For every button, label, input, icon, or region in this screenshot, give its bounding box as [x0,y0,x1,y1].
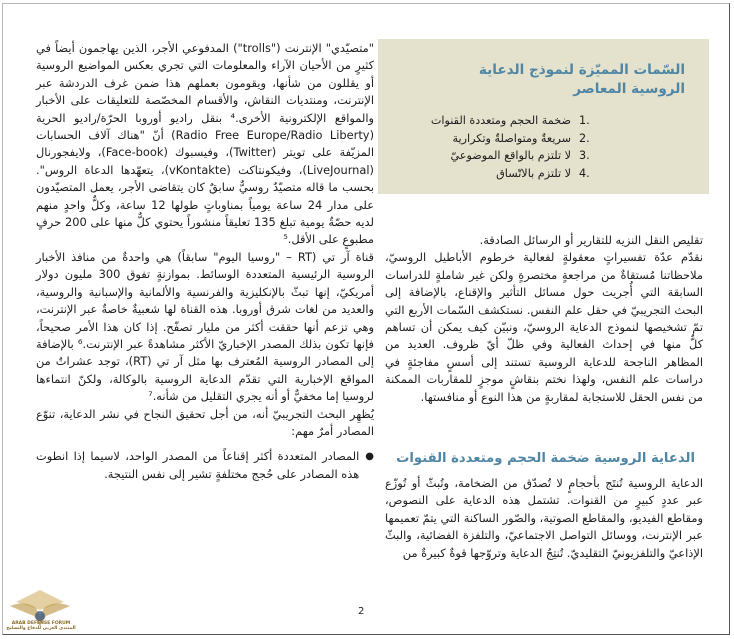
right-paragraph-1: تقليص النقل النزيه للتقارير أو الرسائل الصادقة. [479,233,703,247]
list-item: 1. ضخمة الحجم ومتعددة القنوات [430,114,590,127]
section-paragraph: الدعاية الروسية تُنتَج بأحجامٍ لا تُصدّق من الضخامة، وتُبثّ أو تُوزّع عبر عددٍ كبيرٍ من القنوات. تشتمل هذه الدعاية على النصوص، ومقاطع الفيديو، والمقاطع الصوتية، والصّور الساكنة التي يتمّ تعميمها عبر الإنترنت، ووسائل التواصل الاجتماعيّ، والتلفزة الفضائية، والبثّ الإذاعيّ والتلفزيونيّ التقليديّ. تُنتِجُ الدعاية وتروّجها قوةٌ كبيرةٌ من [385,476,703,560]
right-paragraph-2: نقدّم عدّة تفسيراتٍ معقولةٍ لفعالية خرطوم الأباطيل الروسيّ، ملاحظاتنا مُستقاةٌ من مراجعةٍ مختصرةٍ ولكن غير شاملةٍ للدراسات السابقة التي أُجريت حول مسائل التأثير والإقناع، بالإضافة إلى البحث التجريبيّ في حقل علم النفس. نستكشف السّمات الأربع التي تمّ تشخيصها لنموذج الدعاية الروسيّ، ونبيّن كيف يمكن أن تساهم كلٌّ منها في إحداث الفعالية وفي ظلّ أيّ ظروف. العديد من المظاهر الناجحة للدعاية الروسية تستند إلى أسسٍ مفاجئةٍ في دراسات علم النفس، ولهذا نختم بنقاشٍ موجزٍ للمقاربات الممكنة من نفس الحقل للاستجابة لمقاربةٍ من هذا النوع أو منافستها. [385,250,703,404]
list-item: 2. سريعةٌ ومتواصلةٌ وتكرارية [452,131,590,145]
left-paragraph-3: يُظهِر البحث التجريبيّ أنه، من أجل تحقيق النجاح في نشر الدعاية، تنوّع المصادر أمرٌ مهم: [36,406,374,438]
right-column-section [385,475,703,562]
left-column [36,40,374,483]
left-paragraph-2: قناة آر تي (RT – "روسيا اليوم" سابقاً) هي واحدةٌ من منافذ الأخبار الروسية الرئيسية المتعددة الوسائط. بموازنةٍ تفوق 300 مليون دولار أمريكيّ، إنها تبثّ بالإنكليزية والفرنسية والألمانية والإسبانية والروسية، والعديد من لغات شرق أوروبا. هذه القناة لها شعبيةٌ خاصةٌ عبر الإنترنت، وهي تزعم أنها حققت أكثر من مليار تصفّح. إذا كان هذا الأمر صحيحاً، فإنها تكون بذلك المصدر الإخباريّ الأكثر مشاهدةً عبر الإنترنت.⁶ بالإضافة إلى المصادر الروسية المُعترف بها مثل آر تي (RT)، توجد عشراتٌ من المواقع الإخبارية التي تقدّم الدعاية الروسية بالوكالة، ولكنّ انتماءها لروسيا إما مخفيٌّ أو أنه يجري التقليل من شأنه.⁷ [36,249,375,404]
bullet-text: المصادر المتعددة أكثر إقناعاً من المصدر الواحد، لاسيما إذا انطوت هذه المصادر على حُجج مختلفةٍ تشير إلى نفس النتيجة. [36,449,360,481]
list-item: 3. لا تلتزم بالواقع الموضوعيّ [450,149,590,162]
left-paragraph-1: "متصيّدي" الإنترنت ("trolls") المدفوعي الأجر، الذين يهاجمون أيضاً في كثيرٍ من الأحيان الآراء والمعلومات التي تجري بعكس المواضيع الروسية أو يقللون من شأنها، ويقومون بعملهم هذا ضمن غرف الدردشة عبر الإنترنت، ومنتديات النقاش، والأقسام المخصّصة للتعليقات على الأخبار والمواقع الإلكترونية الأخرى.⁴ بنقل راديو أوروبا الحرّة/راديو الحرية (Radio Free Europe/Radio Liberty) أنّ "هناك آلاف الحسابات المزيّفة على تويتر (Twitter)، وفيسبوك (Face-book)، ولايفجورنال (LiveJournal)، وفيكونتاكت (vKontakte)، يتعهّدها الدعاة الروس". بحسب ما قاله متصيّدٌ روسيٌّ سابقٌ كان يتقاضى الأجر، يعمل المتصيّدون على مدار 24 ساعة يومياً بمناوباتٍ طولها 12 ساعة، وكلٌّ واحدٍ منهم لديه حصّةٌ يومية تبلغ 135 تعليقاً منشوراً يحتوي كلٌّ منها على 200 حرفٍ مطبوعٍ على الأقل.⁵ [36,41,375,247]
list-item: 4. لا تلتزم بالاتّساق [496,166,590,180]
sidebar-box [378,39,709,194]
watermark-text: ARAB DEFENSE FORUM المنتدى العربي للدفاع والتسليح [6,621,76,631]
section-heading: الدعاية الروسية ضخمة الحجم ومتعددة القنوات [396,451,695,466]
list-item [36,448,374,483]
right-column [385,232,703,406]
sidebar-list [396,112,685,182]
sidebar-title: السّمات المميّزة لنموذج الدعاية الروسية المعاصر [478,62,685,97]
bullet-icon: ● [365,451,374,463]
page-number: 2 [358,606,365,617]
